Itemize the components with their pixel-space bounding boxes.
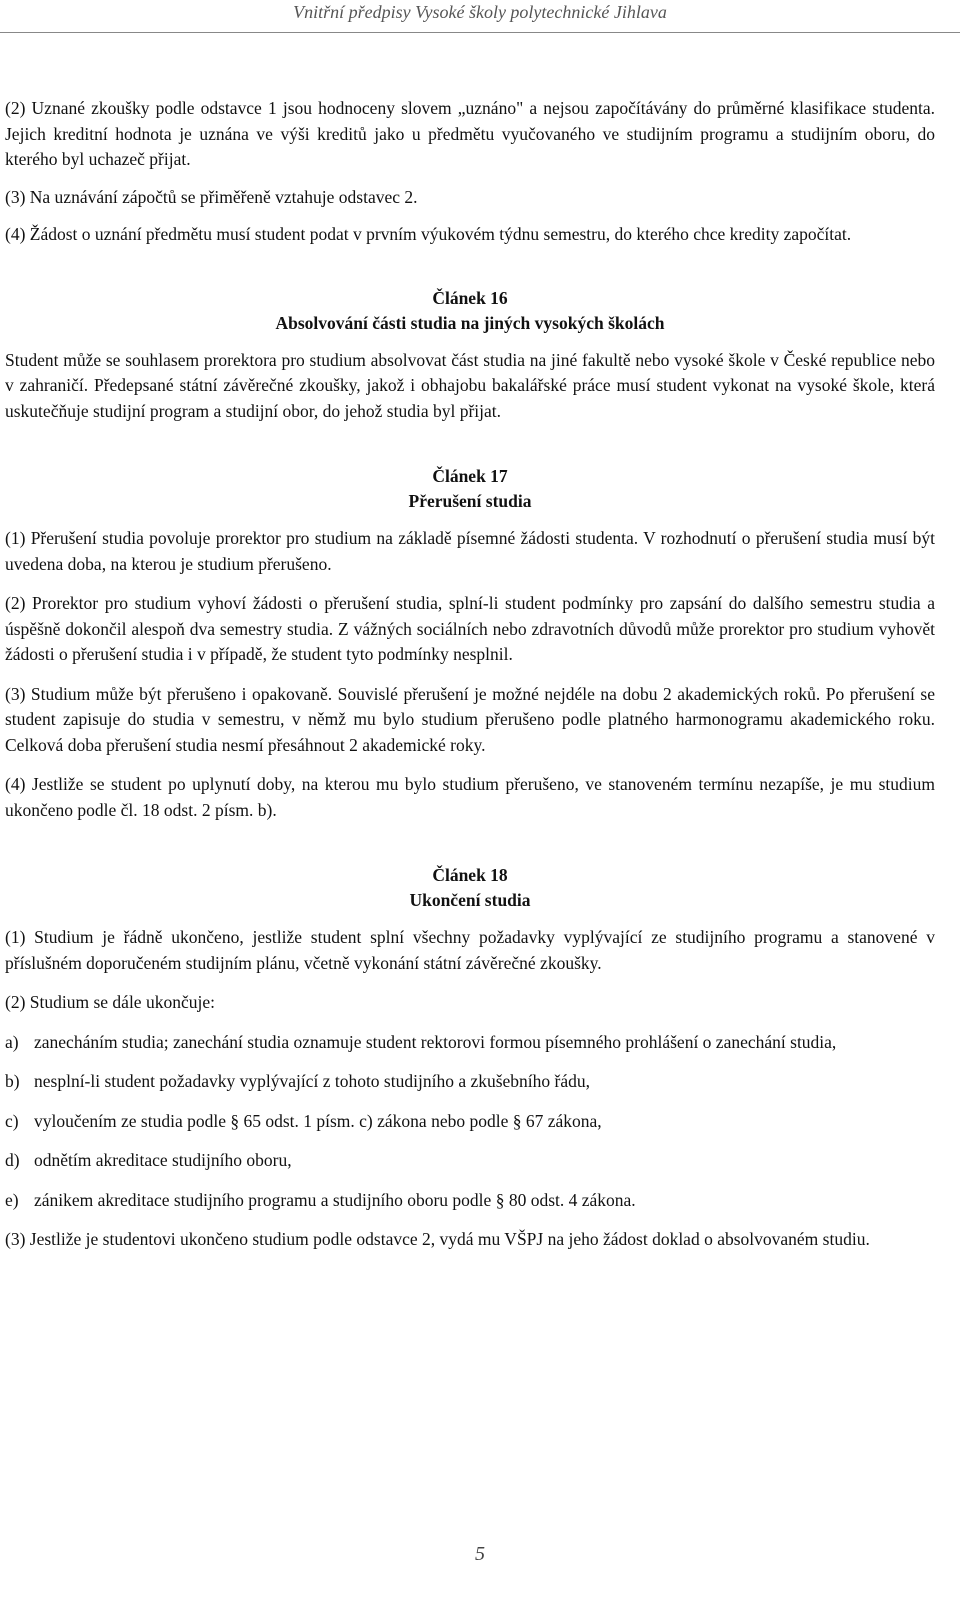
article-16-number: Článek 16: [432, 287, 508, 308]
list-item-c: [5, 1109, 935, 1135]
list-text: zanecháním studia; zanechání studia oznamuje student rektorovi formou písemného prohlášení o zanechání studia,: [34, 1031, 837, 1052]
list-marker: d): [5, 1150, 20, 1170]
article-18: [5, 863, 935, 1253]
article-17-paragraph-1: (1) Přerušení studia povoluje prorektor pro studium na základě písemné žádosti studenta. V rozhodnutí o přerušení studia musí být uvedena doba, na kterou je studium přerušeno.: [5, 528, 935, 574]
article-16-paragraph: Student může se souhlasem prorektora pro studium absolvovat část studia na jiné fakultě nebo vysoké škole v České republice nebo v zahraničí. Předepsané státní závěrečné zkoušky, jakož i obhajobu bakalářské práce musí student vykonat na vysoké škole, která uskutečňuje studijní program a studijní obor, do jehož studia byl přijat.: [5, 349, 935, 421]
article-17: [5, 464, 935, 823]
list-text: zánikem akreditace studijního programu a studijního oboru podle § 80 odst. 4 zákona.: [34, 1189, 636, 1210]
page-number: 5: [475, 1543, 485, 1565]
article-18-number: Článek 18: [432, 865, 508, 885]
list-text: nesplní-li student požadavky vyplývající z tohoto studijního a zkušebního řádu,: [34, 1071, 591, 1091]
article-17-paragraph-2: (2) Prorektor pro studium vyhoví žádosti o přerušení studia, splní-li student podmínky pro zapsání do dalšího semestru studia a úspěšně dokončil alespoň dva semestry studia. Z vážných sociálních nebo zdravotních důvodů může prorektor pro studium vyhovět žádosti o přerušení studia i v případě, že student tyto podmínky nesplnil.: [5, 593, 935, 664]
article-17-title: Přerušení studia: [408, 491, 532, 511]
article-18-paragraph-1: (1) Studium je řádně ukončeno, jestliže student splní všechny požadavky vyplývající ze studijního programu a stanovené v příslušném doporučeném studijním plánu, včetně vykonání státní závěrečné zkoušky.: [5, 927, 935, 973]
article-17-number: Článek 17: [432, 466, 508, 486]
list-text: vyloučením ze studia podle § 65 odst. 1 písm. c) zákona nebo podle § 67 zákona,: [34, 1110, 602, 1131]
paragraph-3-credits: (3) Na uznávání zápočtů se přiměřeně vztahuje odstavec 2.: [5, 186, 418, 207]
article-18-paragraph-2: (2) Studium se dále ukončuje:: [5, 992, 215, 1012]
list-text: odnětím akreditace studijního oboru,: [34, 1150, 292, 1170]
article-16: [5, 286, 935, 425]
list-marker: a): [5, 1031, 19, 1052]
running-header: Vnitřní předpisy Vysoké školy polytechnické Jihlava: [293, 2, 667, 22]
list-item-d: [5, 1148, 935, 1174]
paragraph-4-request: (4) Žádost o uznání předmětu musí student podat v prvním výukovém týdnu semestru, do kterého chce kredity započítat.: [5, 224, 852, 244]
list-marker: b): [5, 1071, 20, 1091]
list-item-b: [5, 1069, 935, 1095]
article-17-paragraph-3: (3) Studium může být přerušeno i opakovaně. Souvislé přerušení je možné nejdéle na dobu 2 akademických roků. Po přerušení se student zapisuje do studia v semestru, v němž mu bylo studium přerušeno podle platného harmonogramu akademického roku. Celková doba přerušení studia nesmí přesáhnout 2 akademické roky.: [5, 683, 935, 755]
list-item-a: [5, 1030, 935, 1056]
document-body: [5, 96, 935, 1253]
article-18-paragraph-3: (3) Jestliže je studentovi ukončeno studium podle odstavce 2, vydá mu VŠPJ na jeho žádost doklad o absolvovaném studiu.: [5, 1229, 870, 1249]
article-17-paragraph-4: (4) Jestliže se student po uplynutí doby, na kterou mu bylo studium přerušeno, ve stanoveném termínu nezapíše, je mu studium ukončeno podle čl. 18 odst. 2 písm. b).: [5, 774, 935, 820]
list-marker: e): [5, 1189, 19, 1210]
header-rule: [0, 32, 960, 33]
list-item-e: [5, 1188, 935, 1214]
paragraph-2-recognized-exams: (2) Uznané zkoušky podle odstavce 1 jsou hodnoceny slovem „uznáno" a nejsou započítávány do průměrné klasifikace studenta. Jejich kreditní hodnota je uznána ve výši kreditů jako u předmětu vyučovaného ve studijním programu a studijním oboru, do kterého byl uchazeč přijat.: [5, 98, 935, 169]
list-marker: c): [5, 1110, 19, 1131]
article-18-title: Ukončení studia: [409, 890, 531, 910]
article-16-title: Absolvování části studia na jiných vysokých školách: [275, 312, 665, 333]
